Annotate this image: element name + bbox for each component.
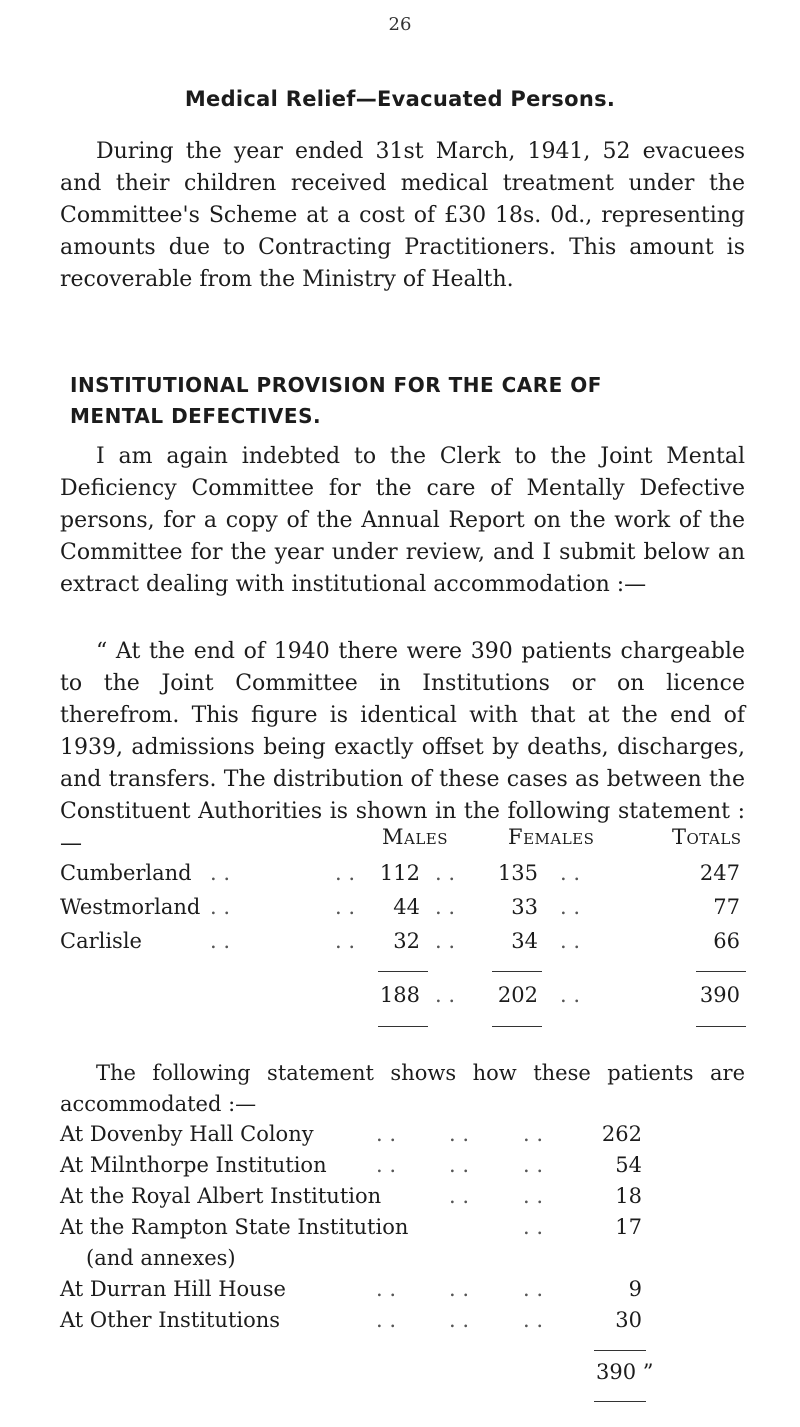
leader-dots: . . bbox=[449, 1122, 470, 1146]
institutional-paragraph-1: I am again indebted to the Clerk to the Joint Mental Deficiency Committee for the care of Mentally Defective persons, for a copy of the Annual Report on the work of the Committee for the year under review, and I submit below an extract dealing with institutional accommodation :— bbox=[60, 444, 745, 597]
table-row bbox=[60, 929, 760, 959]
males-value: 112 bbox=[379, 861, 420, 885]
page-number: 26 bbox=[388, 14, 412, 35]
list-item bbox=[60, 1122, 760, 1152]
leader-dots: . . bbox=[523, 1122, 544, 1146]
leader-dots: . . bbox=[560, 983, 581, 1007]
medical-relief-paragraph: During the year ended 31st March, 1941, 52 evacuees and their children received medical treatment under the Committee's Scheme at a cost of £30 18s. 0d., representing amounts due to Contracting Practitioners. This amount is recoverable from the Ministry of Health. bbox=[60, 139, 745, 292]
authority-name: Carlisle bbox=[60, 929, 142, 953]
list-item bbox=[60, 1184, 760, 1214]
males-value: 44 bbox=[393, 895, 420, 919]
leader-dots: . . bbox=[210, 861, 231, 885]
authority-name: Westmorland bbox=[60, 895, 201, 919]
leader-dots: . . bbox=[376, 1277, 397, 1301]
medical-relief-heading: Medical Relief—Evacuated Persons. bbox=[184, 87, 616, 111]
patient-count: 18 bbox=[615, 1184, 642, 1208]
leader-dots: . . bbox=[435, 861, 456, 885]
institution-name: At Dovenby Hall Colony bbox=[60, 1122, 314, 1146]
leader-dots: . . bbox=[449, 1153, 470, 1177]
patient-count: 9 bbox=[628, 1277, 642, 1301]
females-value: 135 bbox=[497, 861, 538, 885]
institution-name: At Milnthorpe Institution bbox=[60, 1153, 327, 1177]
list-item-continuation bbox=[60, 1246, 760, 1276]
totals-value: 77 bbox=[713, 895, 740, 919]
heading-line-1: INSTITUTIONAL PROVISION FOR THE CARE OF bbox=[70, 373, 602, 397]
list-item bbox=[60, 1277, 760, 1307]
total-rule-totals bbox=[696, 1026, 746, 1027]
leader-dots: . . bbox=[523, 1308, 544, 1332]
institution-name: At the Rampton State Institution bbox=[60, 1215, 409, 1239]
leader-dots: . . bbox=[449, 1308, 470, 1332]
leader-dots: . . bbox=[523, 1184, 544, 1208]
leader-dots: . . bbox=[560, 929, 581, 953]
leader-dots: . . bbox=[376, 1308, 397, 1332]
accommodation-intro: The following statement shows how these patients are accommodated :— bbox=[60, 1061, 745, 1116]
table-row bbox=[60, 895, 760, 925]
leader-dots: . . bbox=[335, 895, 356, 919]
patient-count: 262 bbox=[601, 1122, 642, 1146]
institution-name: At Durran Hill House bbox=[60, 1277, 286, 1301]
list-item bbox=[60, 1308, 760, 1338]
leader-dots: . . bbox=[560, 895, 581, 919]
sum-rule-females bbox=[492, 971, 542, 972]
total-rule-females bbox=[492, 1026, 542, 1027]
table-total-row bbox=[60, 983, 760, 1013]
institution-subnote: (and annexes) bbox=[86, 1246, 236, 1270]
sum-rule-totals bbox=[696, 971, 746, 972]
institution-name: At the Royal Albert Institution bbox=[60, 1184, 382, 1208]
header-females: Females bbox=[508, 825, 595, 849]
institution-name: At Other Institutions bbox=[60, 1308, 281, 1332]
patient-count: 30 bbox=[615, 1308, 642, 1332]
males-total: 188 bbox=[379, 983, 420, 1007]
leader-dots: . . bbox=[335, 929, 356, 953]
sum-rule-males bbox=[378, 971, 428, 972]
total-rule bbox=[594, 1401, 646, 1402]
total-rule-males bbox=[378, 1026, 428, 1027]
list-item bbox=[60, 1153, 760, 1183]
heading-line-2: MENTAL DEFECTIVES. bbox=[70, 404, 322, 428]
leader-dots: . . bbox=[435, 929, 456, 953]
leader-dots: . . bbox=[435, 983, 456, 1007]
females-value: 33 bbox=[511, 895, 538, 919]
leader-dots: . . bbox=[210, 895, 231, 919]
females-value: 34 bbox=[511, 929, 538, 953]
females-total: 202 bbox=[497, 983, 538, 1007]
sum-rule bbox=[594, 1350, 646, 1351]
leader-dots: . . bbox=[523, 1215, 544, 1239]
list-item bbox=[60, 1215, 760, 1245]
table-header bbox=[60, 825, 760, 855]
accommodation-total-row bbox=[60, 1360, 760, 1390]
leader-dots: . . bbox=[523, 1277, 544, 1301]
totals-total: 390 bbox=[699, 983, 740, 1007]
patient-count: 54 bbox=[615, 1153, 642, 1177]
males-value: 32 bbox=[393, 929, 420, 953]
leader-dots: . . bbox=[449, 1184, 470, 1208]
totals-value: 247 bbox=[699, 861, 740, 885]
institutional-paragraph-2: “ At the end of 1940 there were 390 patients chargeable to the Joint Committee in Institutions or on licence therefrom. This figure is identical with that at the end of 1939, admissions being exactly offset by deaths, discharges, and transfers. The distribution of these cases as between the Constituent Authorities is shown in the following statement :— bbox=[60, 639, 745, 856]
header-males: Males bbox=[382, 825, 449, 849]
totals-value: 66 bbox=[713, 929, 740, 953]
leader-dots: . . bbox=[376, 1153, 397, 1177]
leader-dots: . . bbox=[335, 861, 356, 885]
leader-dots: . . bbox=[523, 1153, 544, 1177]
leader-dots: . . bbox=[435, 895, 456, 919]
table-row bbox=[60, 861, 760, 891]
accommodation-total: 390 ” bbox=[596, 1360, 654, 1384]
patient-count: 17 bbox=[615, 1215, 642, 1239]
leader-dots: . . bbox=[449, 1277, 470, 1301]
leader-dots: . . bbox=[560, 861, 581, 885]
institutional-provision-heading bbox=[60, 370, 770, 432]
authority-name: Cumberland bbox=[60, 861, 192, 885]
leader-dots: . . bbox=[210, 929, 231, 953]
header-totals: Totals bbox=[672, 825, 742, 849]
leader-dots: . . bbox=[376, 1122, 397, 1146]
